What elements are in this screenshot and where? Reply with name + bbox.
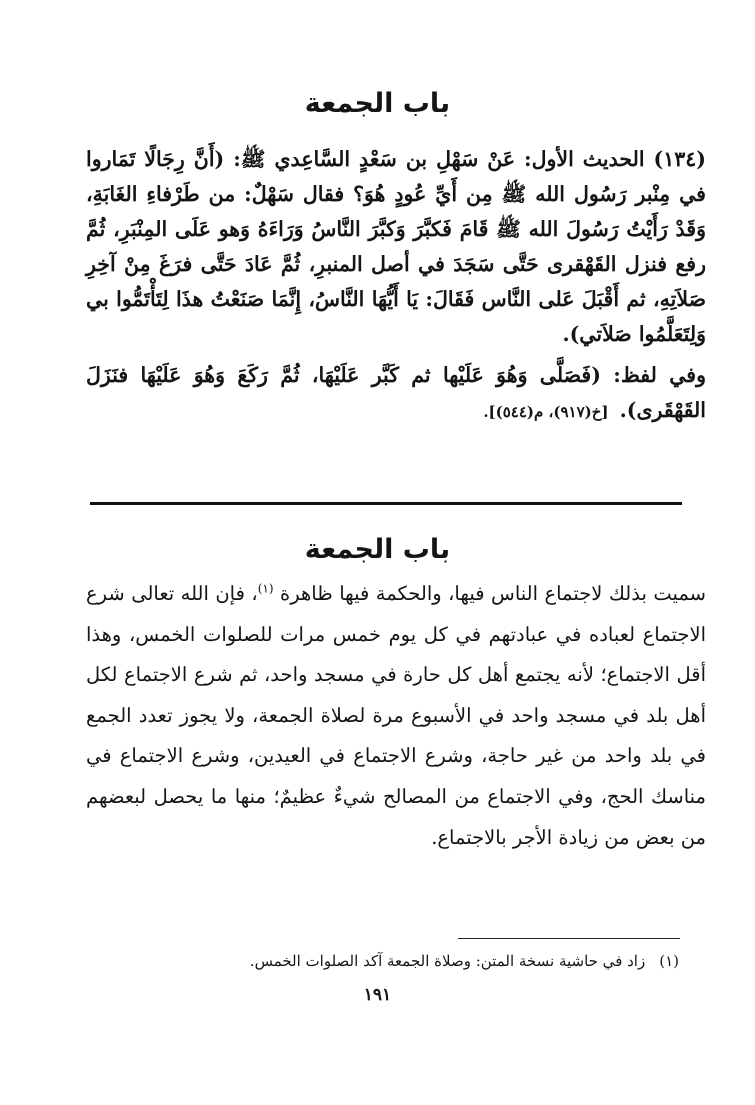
footnote-number: (١) [659, 952, 679, 970]
commentary-text-part2: ، فإن الله تعالى شرع الاجتماع لعباده في عبادتهم في كل يوم خمس مرات للصلوات الخمس، وهذا أقل الاجتماع؛ لأنه يجتمع أهل كل حارة في مسجد واحد، ثم شرع الاجتماع لكل أهل بلد في مسجد واحد في الأسبوع مرة لصلاة الجمعة، ولا يجوز تعدد الجمع في بلد واحد من غير حاجة، وشرع الاجتماع في العيدين، وشرع الاجتماع في مناسك الحج، وفي الاجتماع من المصالح شيءٌ عظيمٌ؛ منها ما يحصل لبعضهم من بعض من زيادة الأجر بالاجتماع. [86, 582, 706, 849]
footnote-marker[interactable]: (١) [257, 581, 274, 596]
commentary-text [86, 574, 706, 858]
commentary-paragraph [86, 574, 706, 858]
commentary-title: باب الجمعة [304, 534, 451, 565]
commentary-text-part1: سميت بذلك لاجتماع الناس فيها، والحكمة فيها ظاهرة [280, 582, 706, 605]
section-divider [90, 502, 682, 505]
hadith-reference: [خ(٩١٧)، م(٥٤٤)]. [483, 403, 609, 421]
footnote [120, 950, 679, 972]
footnote-text: زاد في حاشية نسخة المتن: وصلاة الجمعة آكد الصلوات الخمس. [249, 952, 646, 970]
hadith-paragraph: (١٣٤) الحديث الأول: عَنْ سَهْلِ بن سَعْدٍ السَّاعِدي ﷺ: (أَنَّ رِجَالًا تَمَاروا في مِنْبر رَسُول الله ﷺ مِن أَيِّ عُودٍ هُوَ؟ فقال سَهْلٌ: من طَرْفاءِ الغَابَةِ، وَقَدْ رَأَيْتُ رَسُولَ الله ﷺ قَامَ فَكبَّرَ وَكبَّرَ النَّاسُ وَرَاءَهُ وَهو عَلَى المِنْبَرِ، ثُمَّ رفع فنزل القَهْقرى حَتَّى سَجَدَ في أصل المنبرِ، ثُمَّ عَادَ حَتَّى فرَغَ مِنْ آخِرِ صَلاَتِهِ، ثم أَقْبَلَ عَلى النَّاس فَقَالَ: يَا أَيُّهَا النَّاسُ، إِنَّمَا صَنَعْتُ هذَا لِتَأْتَمُّوا بي وَلِتَعَلَّمُوا صَلاَتي). [86, 147, 706, 346]
page-number: ١٩١ [363, 985, 392, 1005]
hadith-variant-text: وفي لفظ: (فَصَلَّى وَهُوَ عَلَيْها ثم كَبَّر عَلَيْهَا، ثُمَّ رَكَعَ وَهُوَ عَلَيْهَا فنَزَلَ القَهْقَرى). [86, 363, 706, 422]
hadith-text [86, 142, 706, 430]
section-title: باب الجمعة [304, 88, 451, 119]
footnote-divider [458, 938, 680, 939]
hadith-variant-paragraph [86, 358, 706, 430]
